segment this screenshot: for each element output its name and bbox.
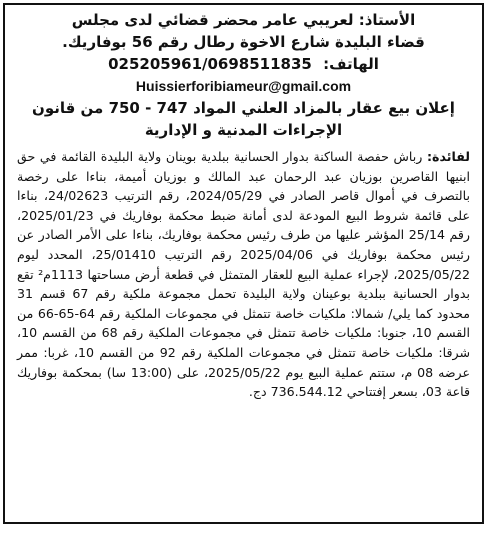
notice-body-text: رباش حفصة الساكنة بدوار الحسانية ببلدية بوينان ولاية البليدة القائمة في حق ابنيها القاصرين بوزيان عبد الرحمان عبد المالك و بوزيان أميمة، بناءا على رخصة بالتصرف في أموال قاصر الصادر في 2024/05/29، رقم الترتيب 24/02623، بناءا على قائمة شروط البيع المودعة لدى أمانة ضبط محكمة بوفاريك في 2025/01/23، رقم 25/14 المؤشر عليها من طرف رئيس محكمة بوفاريك، بناءا على الأمر الصادر عن رئيس محكمة بوفاريك في 2025/04/06 رقم الترتيب 25/01410، المحدد ليوم 2025/05/22، لإجراء عملية البيع للعقار المتمثل في قطعة أرض مساحتها 1113م² تقع بدوار الحسانية ببلدية بوعينان ولاية البليدة تحمل مجموعة ملكية رقم 67 قسم 31 محدود كما يلي/ شمالا: ملكيات خاصة تتمثل في مجموعات الملكية رقم 64-65-66 من القسم 10، جنوبا: ملكيات خاصة تتمثل في مجموعات الملكية رقم 68 من القسم 10، شرقا: ملكيات خاصة تتمثل في مجموعات الملكية رقم 92 من القسم 10، غربا: ممر عرضه 08 م، ستتم عملية البيع يوم 2025/05/22، على (13:00 سا) بمحكمة بوفاريك قاعة 03، بسعر إفتتاحي 736.544.12 دج. xyxy=(17,149,470,400)
notice-title-line1: إعلان بيع عقار بالمزاد العلني المواد 747 - 750 من قانون xyxy=(32,99,455,117)
beneficiary-label: لفائدة: xyxy=(427,149,470,164)
phone-label: الهاتف: xyxy=(323,55,379,73)
bailiff-address-line: قضاء البليدة شارع الاخوة رطال رقم 56 بوفاريك. xyxy=(62,33,425,51)
notice-frame xyxy=(3,3,484,524)
phone-row xyxy=(17,53,470,75)
notice-body xyxy=(17,147,470,402)
notice-title-line2: الإجراءات المدنية و الإدارية xyxy=(144,121,343,139)
email-address: Huissierforibiameur@gmail.com xyxy=(135,78,352,94)
phone-number: 025205961/0698511835 xyxy=(108,55,312,73)
bailiff-name-line: الأستاذ: لعريبي عامر محضر قضائي لدى مجلس xyxy=(71,11,416,29)
